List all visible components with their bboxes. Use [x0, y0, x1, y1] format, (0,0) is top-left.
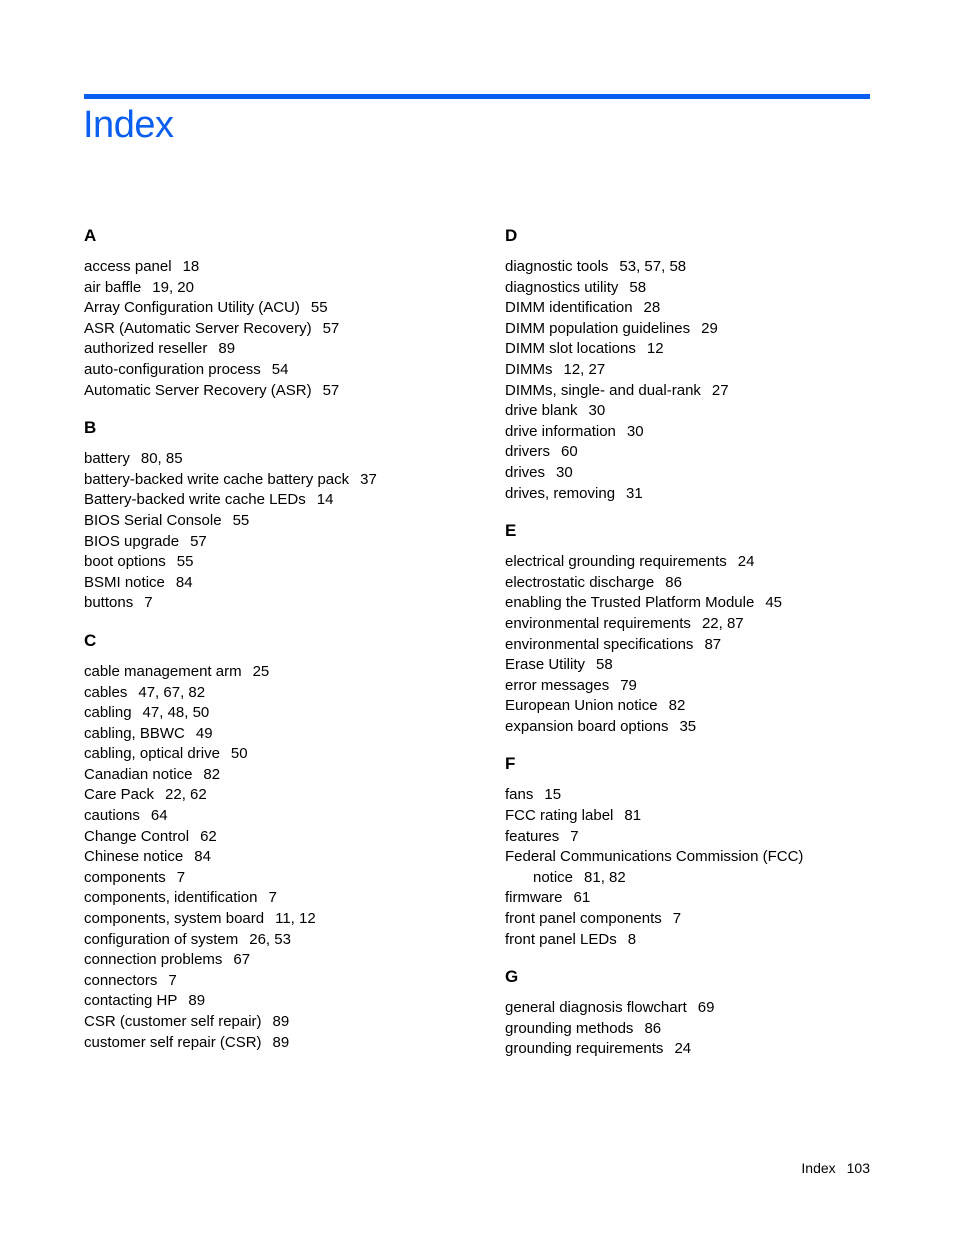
- index-entry: [505, 381, 885, 402]
- entry-pages: 79: [620, 676, 637, 694]
- entry-pages: 50: [230, 745, 248, 763]
- index-entry: [84, 552, 464, 573]
- index-entry: [505, 573, 885, 594]
- entry-pages: 15: [544, 786, 562, 804]
- index-entry: [505, 655, 885, 676]
- index-entry: [84, 278, 464, 299]
- index-section-g: [505, 965, 885, 1060]
- entry-pages: 84: [175, 573, 193, 591]
- entry-term: cabling, BBWC: [84, 724, 185, 742]
- index-entry: [84, 532, 464, 553]
- entry-pages: 24: [674, 1040, 692, 1058]
- entry-term: diagnostic tools: [505, 258, 609, 275]
- entry-pages: 80, 85: [140, 450, 183, 468]
- entry-term: components: [84, 868, 166, 886]
- entry-pages: 57: [322, 381, 340, 399]
- entry-term: DIMMs: [505, 360, 553, 378]
- entry-pages: 67: [233, 951, 251, 969]
- index-entry: [505, 278, 885, 299]
- index-entry: [505, 888, 885, 909]
- entry-term: CSR (customer self repair): [84, 1013, 262, 1030]
- entry-pages: 55: [310, 299, 328, 317]
- entry-pages: 58: [629, 278, 647, 296]
- entry-term: battery-backed write cache battery pack: [84, 470, 350, 488]
- entry-pages: 30: [588, 402, 606, 420]
- entry-pages: 18: [182, 258, 200, 275]
- entry-term: grounding methods: [505, 1019, 634, 1037]
- entry-pages: 7: [176, 868, 186, 886]
- index-section-b: [84, 416, 464, 614]
- entry-term-continuation-text: notice: [533, 868, 574, 886]
- entry-pages: 61: [573, 889, 591, 907]
- entry-pages: 7: [672, 910, 682, 928]
- index-entry: [505, 696, 885, 717]
- entry-pages: 19, 20: [152, 278, 194, 296]
- entry-term: Erase Utility: [505, 656, 586, 674]
- index-entry: [84, 319, 464, 340]
- entry-term: buttons: [84, 594, 134, 612]
- page-footer: [801, 1158, 870, 1178]
- entry-term: Automatic Server Recovery (ASR): [84, 381, 312, 399]
- entry-list: [505, 552, 885, 737]
- footer-page-number: 103: [846, 1160, 870, 1176]
- index-entry: [84, 662, 464, 683]
- index-entry: [84, 930, 464, 951]
- entry-term: European Union notice: [505, 697, 658, 715]
- entry-term: cable management arm: [84, 662, 242, 680]
- entry-pages: 81, 82: [584, 868, 626, 886]
- index-entry: [84, 1033, 464, 1054]
- entry-term: Canadian notice: [84, 765, 193, 783]
- entry-pages: 22, 87: [701, 614, 744, 632]
- index-entry: [84, 683, 464, 704]
- entry-pages: 12, 27: [563, 360, 606, 378]
- section-letter: G: [505, 967, 519, 987]
- index-entry: [84, 703, 464, 724]
- index-section-d: [505, 224, 885, 504]
- entry-term: electrostatic discharge: [505, 573, 655, 591]
- entry-term: components, identification: [84, 889, 258, 907]
- entry-pages: 89: [188, 992, 206, 1010]
- entry-term: battery: [84, 450, 130, 468]
- page-title: Index: [83, 104, 174, 146]
- entry-term: air baffle: [84, 278, 142, 296]
- entry-pages: 8: [627, 930, 637, 948]
- index-entry: [505, 442, 885, 463]
- index-entry: [505, 298, 885, 319]
- index-section-f: [505, 752, 885, 950]
- entry-term: DIMM slot locations: [505, 340, 636, 358]
- entry-pages: 14: [316, 491, 334, 509]
- index-entry: [505, 847, 885, 888]
- entry-list: [84, 449, 464, 614]
- index-entry: [505, 593, 885, 614]
- entry-pages: 87: [704, 635, 722, 653]
- index-entry: [84, 298, 464, 319]
- index-entry: [84, 724, 464, 745]
- entry-pages: 58: [596, 656, 613, 674]
- entry-pages: 84: [194, 848, 211, 866]
- entry-pages: 7: [144, 594, 153, 612]
- entry-term: error messages: [505, 676, 610, 694]
- index-entry: [84, 593, 464, 614]
- entry-term: customer self repair (CSR): [84, 1033, 262, 1051]
- entry-term: Federal Communications Commission (FCC): [505, 848, 804, 866]
- entry-term: BSMI notice: [84, 573, 165, 591]
- entry-pages: 57: [190, 532, 207, 550]
- entry-term: features: [505, 827, 560, 845]
- index-entry: [505, 319, 885, 340]
- index-entry: [84, 806, 464, 827]
- index-entry: [505, 909, 885, 930]
- index-entry: [505, 422, 885, 443]
- entry-pages: 7: [168, 971, 177, 989]
- index-entry: [84, 847, 464, 868]
- index-entry: [505, 257, 885, 278]
- index-entry: [505, 1039, 885, 1060]
- entry-term: boot options: [84, 553, 166, 571]
- entry-term: firmware: [505, 889, 563, 907]
- entry-term: cautions: [84, 807, 140, 825]
- entry-pages: 30: [626, 422, 644, 440]
- entry-pages: 86: [665, 573, 682, 591]
- index-entry: [84, 785, 464, 806]
- index-entry: [84, 827, 464, 848]
- entry-term: drivers: [505, 443, 551, 461]
- entry-pages: 49: [195, 724, 213, 742]
- entry-term: cabling: [84, 704, 132, 722]
- index-entry: [505, 339, 885, 360]
- entry-term: front panel components: [505, 910, 662, 928]
- entry-term: authorized reseller: [84, 340, 208, 358]
- index-entry: [505, 614, 885, 635]
- entry-pages: 22, 62: [165, 786, 207, 804]
- entry-pages: 57: [322, 319, 340, 337]
- entry-term: Array Configuration Utility (ACU): [84, 299, 300, 317]
- entry-term: contacting HP: [84, 992, 178, 1010]
- entry-pages: 37: [360, 470, 377, 488]
- entry-term: BIOS upgrade: [84, 532, 180, 550]
- entry-pages: 89: [272, 1013, 290, 1030]
- entry-term: DIMM population guidelines: [505, 319, 691, 337]
- index-entry: [84, 470, 464, 491]
- entry-pages: 62: [200, 827, 217, 845]
- entry-term: electrical grounding requirements: [505, 553, 727, 571]
- index-entry: [505, 785, 885, 806]
- entry-term: DIMM identification: [505, 299, 633, 317]
- entry-term: components, system board: [84, 910, 265, 928]
- entry-term: FCC rating label: [505, 807, 614, 825]
- index-entry: [505, 360, 885, 381]
- index-entry: [505, 635, 885, 656]
- index-entry: [505, 484, 885, 505]
- index-entry: [505, 676, 885, 697]
- entry-pages: 53, 57, 58: [619, 258, 687, 275]
- entry-term: BIOS Serial Console: [84, 511, 222, 529]
- entry-term: auto-configuration process: [84, 360, 261, 378]
- entry-list: [84, 662, 464, 1053]
- entry-term: general diagnosis flowchart: [505, 999, 687, 1017]
- entry-pages: 24: [737, 553, 755, 571]
- entry-pages: 47, 48, 50: [142, 704, 210, 722]
- entry-pages: 29: [701, 319, 718, 337]
- section-letter: C: [84, 630, 97, 650]
- section-letter: F: [505, 754, 516, 774]
- entry-pages: 27: [711, 381, 729, 399]
- index-entry: [84, 573, 464, 594]
- entry-pages: 11, 12: [275, 910, 316, 928]
- index-section-e: [505, 519, 885, 737]
- entry-pages: 55: [176, 553, 194, 571]
- index-entry: [84, 257, 464, 278]
- entry-term: environmental requirements: [505, 614, 691, 632]
- entry-pages: 25: [252, 662, 270, 680]
- entry-term: diagnostics utility: [505, 278, 619, 296]
- entry-term: Chinese notice: [84, 848, 184, 866]
- entry-term: drives, removing: [505, 484, 616, 502]
- footer-label: Index: [801, 1160, 836, 1176]
- index-entry: [84, 490, 464, 511]
- entry-term: grounding requirements: [505, 1040, 664, 1058]
- entry-pages: 60: [561, 443, 578, 461]
- index-entry: [505, 1019, 885, 1040]
- entry-pages: 30: [556, 463, 573, 481]
- index-entry: [84, 381, 464, 402]
- index-entry: [505, 463, 885, 484]
- entry-pages: 35: [679, 717, 697, 735]
- entry-term: connection problems: [84, 951, 223, 969]
- section-letter: A: [84, 226, 97, 245]
- section-letter: D: [505, 226, 518, 245]
- entry-term: Change Control: [84, 827, 190, 845]
- index-entry: [84, 909, 464, 930]
- entry-term: ASR (Automatic Server Recovery): [84, 319, 312, 337]
- index-entry: [505, 717, 885, 738]
- entry-term: drive blank: [505, 402, 578, 420]
- entry-term: enabling the Trusted Platform Module: [505, 594, 755, 612]
- index-section-a: [84, 224, 464, 401]
- entry-pages: 7: [268, 889, 277, 907]
- entry-term: connectors: [84, 971, 158, 989]
- entry-term: configuration of system: [84, 930, 239, 948]
- section-letter: E: [505, 521, 517, 541]
- index-column-left: [84, 224, 464, 1068]
- entry-term: Battery-backed write cache LEDs: [84, 491, 306, 509]
- entry-pages: 64: [150, 807, 168, 825]
- index-column-right: [505, 224, 885, 1075]
- entry-list: [505, 998, 885, 1060]
- entry-pages: 31: [626, 484, 643, 502]
- index-entry: [84, 971, 464, 992]
- entry-pages: 86: [644, 1019, 662, 1037]
- index-entry: [505, 552, 885, 573]
- entry-term: front panel LEDs: [505, 930, 617, 948]
- entry-pages: 69: [697, 999, 715, 1017]
- index-entry: [84, 991, 464, 1012]
- entry-term: Care Pack: [84, 786, 155, 804]
- entry-term: cables: [84, 683, 128, 701]
- section-letter: B: [84, 418, 97, 438]
- title-rule: [84, 94, 870, 99]
- index-entry: [84, 339, 464, 360]
- entry-pages: 89: [218, 340, 236, 358]
- entry-pages: 26, 53: [249, 930, 291, 948]
- entry-pages: 12: [646, 340, 664, 358]
- entry-pages: 81: [624, 807, 642, 825]
- index-entry: [84, 360, 464, 381]
- entry-term: drive information: [505, 422, 616, 440]
- entry-list: [505, 785, 885, 950]
- index-entry: [84, 449, 464, 470]
- index-entry: [84, 950, 464, 971]
- index-entry: [84, 888, 464, 909]
- entry-pages: 45: [765, 594, 782, 612]
- entry-term: DIMMs, single- and dual-rank: [505, 381, 701, 399]
- entry-pages: 28: [643, 299, 661, 317]
- entry-list: [505, 257, 885, 504]
- index-entry: [505, 806, 885, 827]
- index-entry: [84, 744, 464, 765]
- entry-pages: 54: [271, 360, 289, 378]
- entry-term-continuation: [505, 868, 885, 889]
- entry-pages: 7: [570, 827, 579, 845]
- index-section-c: [84, 629, 464, 1053]
- index-entry: [505, 930, 885, 951]
- entry-term: fans: [505, 786, 534, 804]
- index-entry: [84, 1012, 464, 1033]
- entry-pages: 82: [203, 765, 221, 783]
- index-entry: [505, 401, 885, 422]
- index-entry: [505, 998, 885, 1019]
- entry-term: access panel: [84, 258, 172, 275]
- entry-pages: 82: [668, 697, 686, 715]
- entry-term: environmental specifications: [505, 635, 694, 653]
- entry-pages: 55: [232, 511, 250, 529]
- index-entry: [84, 511, 464, 532]
- entry-term: drives: [505, 463, 546, 481]
- index-entry: [505, 827, 885, 848]
- entry-term: cabling, optical drive: [84, 745, 220, 763]
- entry-pages: 47, 67, 82: [138, 683, 206, 701]
- index-entry: [84, 765, 464, 786]
- entry-list: [84, 257, 464, 401]
- index-entry: [84, 868, 464, 889]
- entry-pages: 89: [272, 1033, 290, 1051]
- entry-term: expansion board options: [505, 717, 669, 735]
